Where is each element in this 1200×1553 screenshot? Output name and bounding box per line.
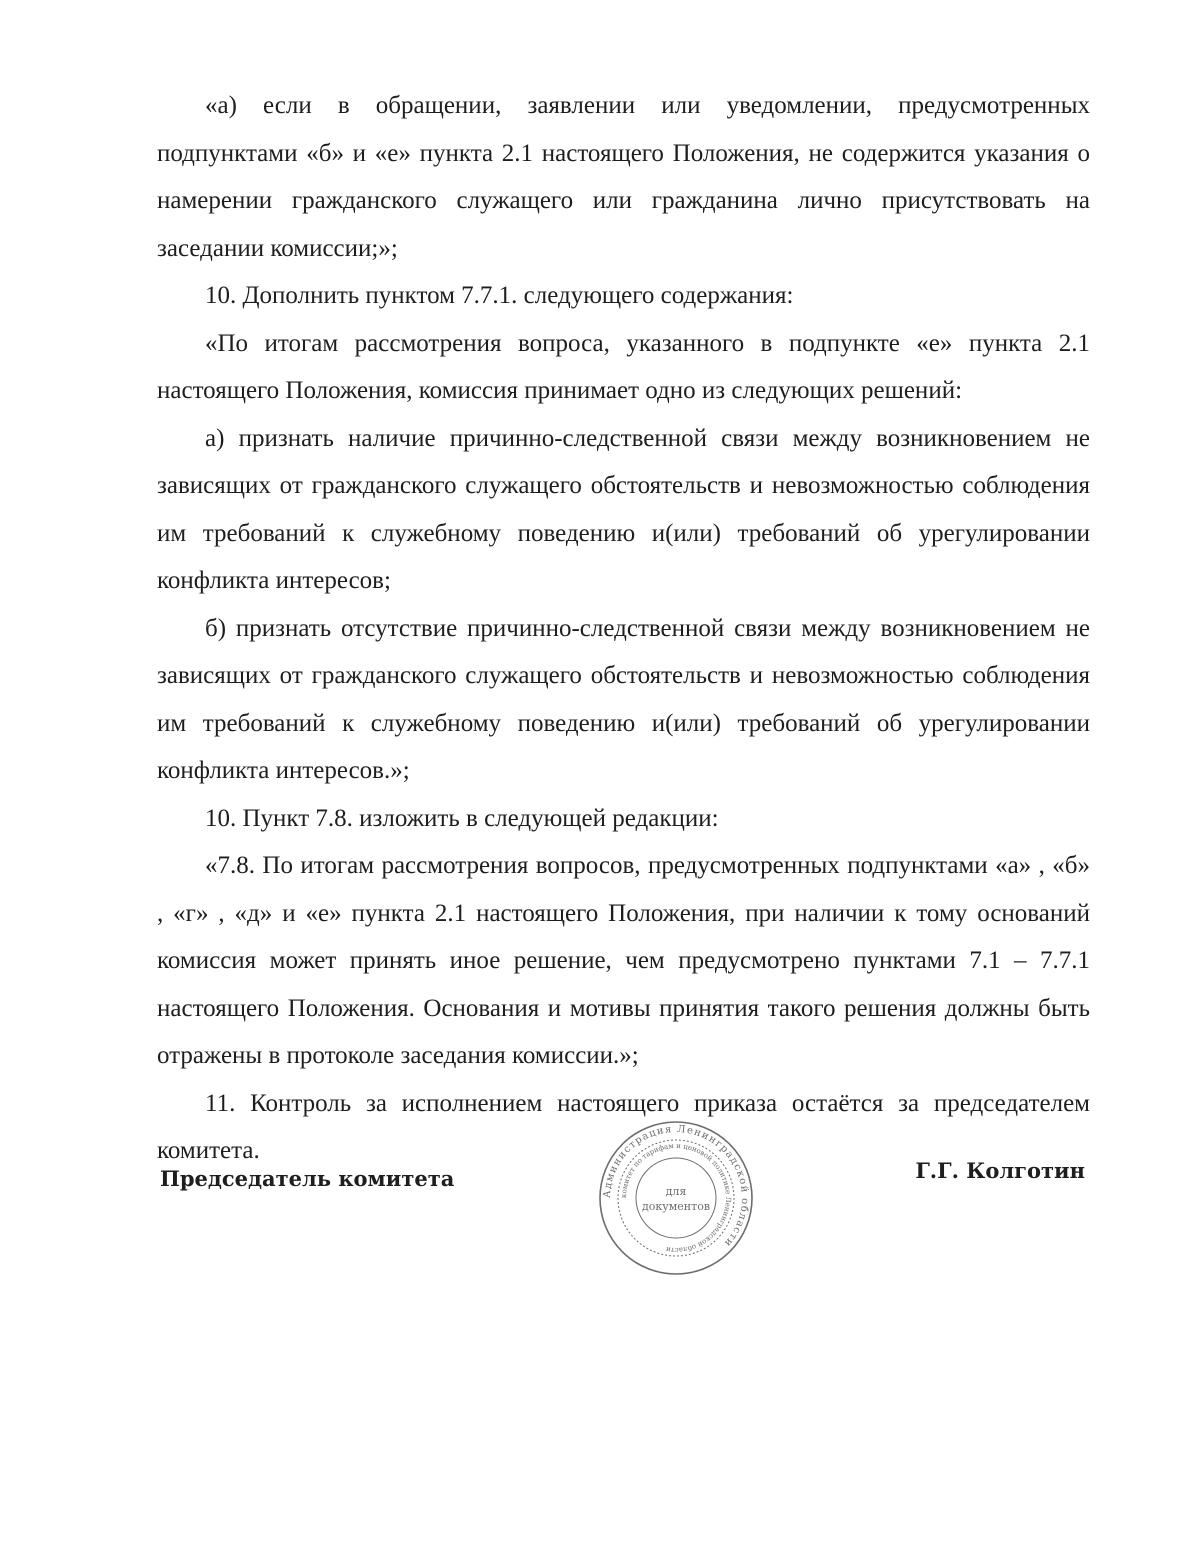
stamp-inner-ring	[636, 1158, 716, 1238]
stamp-center-line1: для	[665, 1185, 687, 1198]
stamp-outer-text: Администрация Ленинградской области	[601, 1123, 751, 1250]
paragraph-item-10-7-8-heading: 10. Пункт 7.8. изложить в следующей редакции:	[205, 804, 719, 832]
stamp-middle-ring	[618, 1140, 734, 1256]
paragraph-item-10-heading: 10. Дополнить пунктом 7.7.1. следующего содержания:	[205, 282, 794, 309]
paragraph-7-7-1-intro: «По итогам рассмотрения вопроса, указанного в подпункте «е» пункта 2.1 настоящего Положения, комиссия принимает одно из следующих решений:	[157, 329, 1090, 404]
signatory-name: Г.Г. Колготин	[915, 1158, 1085, 1183]
paragraph-item-11: 11. Контроль за исполнением настоящего приказа остаётся за председателем комитета.	[157, 1089, 1090, 1164]
stamp-center-line2: документов	[641, 1200, 711, 1213]
stamp-inner-text: комитет по тарифам и ценовой политике Ленинградской области	[619, 1141, 733, 1255]
document-body	[157, 82, 1090, 1175]
signatory-position: Председатель комитета	[160, 1166, 455, 1191]
paragraph-decision-b: б) признать отсутствие причинно-следственной связи между возникновением не зависящих от гражданского служащего обстоятельств и невозможностью соблюдения им требований к служебному поведению и(или) требований об урегулировании конфликта интересов.»;	[157, 614, 1090, 784]
paragraph-decision-a: а) признать наличие причинно-следственной связи между возникновением не зависящих от гражданского служащего обстоятельств и невозможностью соблюдения им требований к служебному поведению и(или) требований об урегулировании конфликта интересов;	[157, 424, 1090, 594]
paragraph-7-8-text: «7.8. По итогам рассмотрения вопросов, предусмотренных подпунктами «а» , «б» , «г» , «д» и «е» пункта 2.1 настоящего Положения, при наличии к тому оснований комиссия может принять иное решение, чем предусмотрено пунктами 7.1 – 7.7.1 настоящего Положения. Основания и мотивы принятия такого решения должны быть отражены в протоколе заседания комиссии.»;	[157, 852, 1090, 1069]
paragraph-subpoint-a: «а) если в обращении, заявлении или уведомлении, предусмотренных подпунктами «б» и «е» пункта 2.1 настоящего Положения, не содержится указания о намерении гражданского служащего или гражданина лично присутствовать на заседании комиссии;»;	[157, 92, 1090, 262]
official-seal-stamp	[596, 1118, 756, 1278]
